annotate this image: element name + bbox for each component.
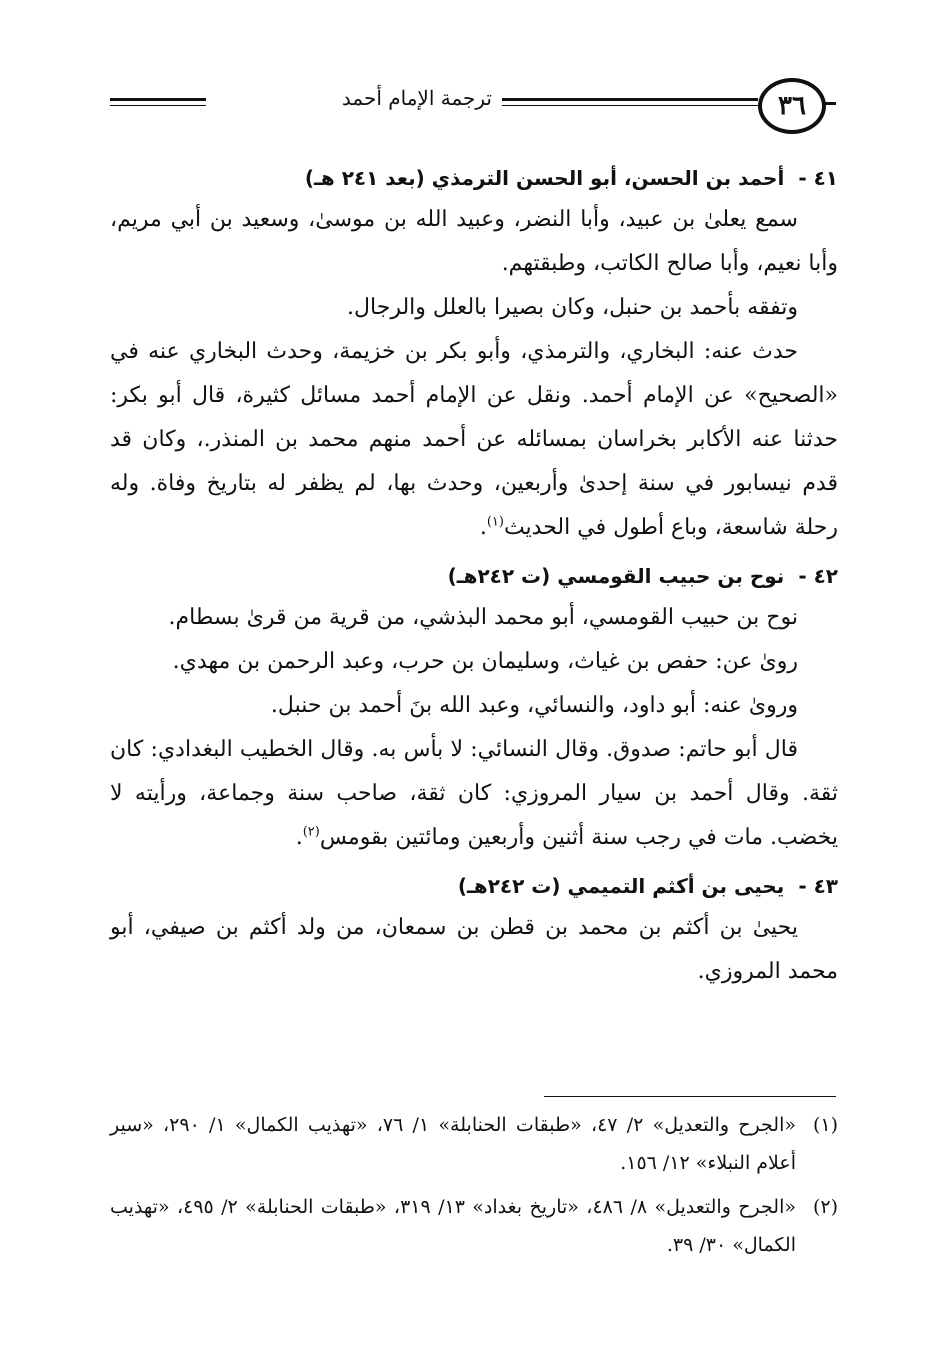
paragraph: وتفقه بأحمد بن حنبل، وكان بصيرا بالعلل والرجال. [347,295,798,320]
header-rule-left [110,98,206,106]
footnote-reference[interactable]: (٢) [302,824,320,840]
entry-title: نوح بن حبيب القومسي (ت ٢٤٢هـ) [447,564,785,588]
main-content [110,158,838,994]
entry-heading [110,866,838,906]
paragraph-text: حدث عنه: البخاري، والترمذي، وأبو بكر بن خزيمة، وحدث البخاري عنه في «الصحيح» عن الإمام أحمد. ونقل عن الإمام أحمد مسائل كثيرة، قال أبو بكر: حدثنا عنه الأكابر بخراسان بمسائله عن أحمد منهم محمد بن المنذر.، وكان قد قدم نيسابور في سنة إحدىٰ وأربعين، وحدث بها، لم يظفر له بتاريخ وفاة. وله رحلة شاسعة، وباع أطول في الحديث [110,339,838,540]
paragraph: نوح بن حبيب القومسي، أبو محمد البذشي، من قرية من قرىٰ بسطام. [168,605,798,630]
header-rule-middle [502,98,758,106]
paragraph: وروىٰ عنه: أبو داود، والنسائي، وعبد الله بنَ أحمد بن حنبل. [270,693,798,718]
entry-heading [110,158,838,198]
entry-42 [110,556,838,860]
footnote-text: «الجرح والتعديل» ٢/ ٤٧، «طبقات الحنابلة» ١/ ٧٦، «تهذيب الكمال» ١/ ٢٩٠، «سير أعلام النبلاء» ١٢/ ١٥٦. [110,1114,796,1174]
entry-number: ٤٣ - [798,874,838,898]
entry-title: يحيى بن أكثم التميمي (ت ٢٤٢هـ) [457,874,785,898]
footnote-mark: (٢) [812,1196,838,1218]
footnote-mark: (١) [812,1114,838,1136]
paragraph: حدث عنه: البخاري، والترمذي، وأبو بكر بن خزيمة، وحدث البخاري عنه في «الصحيح» عن الإمام أحمد. ونقل عن الإمام أحمد مسائل كثيرة، قال أبو بكر: حدثنا عنه الأكابر بخراسان بمسائله عن أحمد منهم محمد بن المنذر.، وكان قد قدم نيسابور في سنة إحدىٰ وأربعين، وحدث بها، لم يظفر له بتاريخ وفاة. وله رحلة شاسعة، وباع أطول في الحديث$^{(١)}$. [110,339,838,540]
page-number: ٣٦ [758,78,826,134]
paragraph: قال أبو حاتم: صدوق. وقال النسائي: لا بأس به. وقال الخطيب البغدادي: كان ثقة. وقال أحمد بن سيار المروزي: كان ثقة، صاحب سنة وجماعة، ورأيته لا يخضب. مات في رجب سنة أثنين وأربعين ومائتين بقومس$^{(٢)}$. [110,737,838,850]
entry-heading [110,556,838,596]
footnote-1 [110,1106,838,1182]
entry-number: ٤٢ - [798,564,838,588]
paragraph-text: قال أبو حاتم: صدوق. وقال النسائي: لا بأس به. وقال الخطيب البغدادي: كان ثقة. وقال أحمد بن سيار المروزي: كان ثقة، صاحب سنة وجماعة، ورأيته لا يخضب. مات في رجب سنة أثنين وأربعين ومائتين بقومس [110,737,838,850]
page-header [110,76,836,136]
entry-title: أحمد بن الحسن، أبو الحسن الترمذي (بعد ٢٤١ هـ) [304,166,785,190]
paragraph: روىٰ عن: حفص بن غياث، وسليمان بن حرب، وعبد الرحمن بن مهدي. [172,649,798,674]
entry-41 [110,158,838,550]
footnote-separator [544,1096,836,1097]
paragraph: يحيىٰ بن أكثم بن محمد بن قطن بن سمعان، من ولد أكثم بن صيفي، أبو محمد المروزي. [110,915,838,984]
footnote-2 [110,1188,838,1264]
entry-43 [110,866,838,994]
footnote-text: «الجرح والتعديل» ٨/ ٤٨٦، «تاريخ بغداد» ١٣/ ٣١٩، «طبقات الحنابلة» ٢/ ٤٩٥، «تهذيب الكمال» ٣٠/ ٣٩. [110,1196,796,1256]
running-title: ترجمة الإمام أحمد [341,86,492,110]
footnotes [110,1106,838,1270]
entry-number: ٤١ - [798,166,838,190]
paragraph: سمع يعلىٰ بن عبيد، وأبا النضر، وعبيد الله بن موسىٰ، وسعيد بن أبي مريم، وأبا نعيم، وأبا صالح الكاتب، وطبقتهم. [110,207,838,276]
footnote-reference[interactable]: (١) [486,514,504,530]
